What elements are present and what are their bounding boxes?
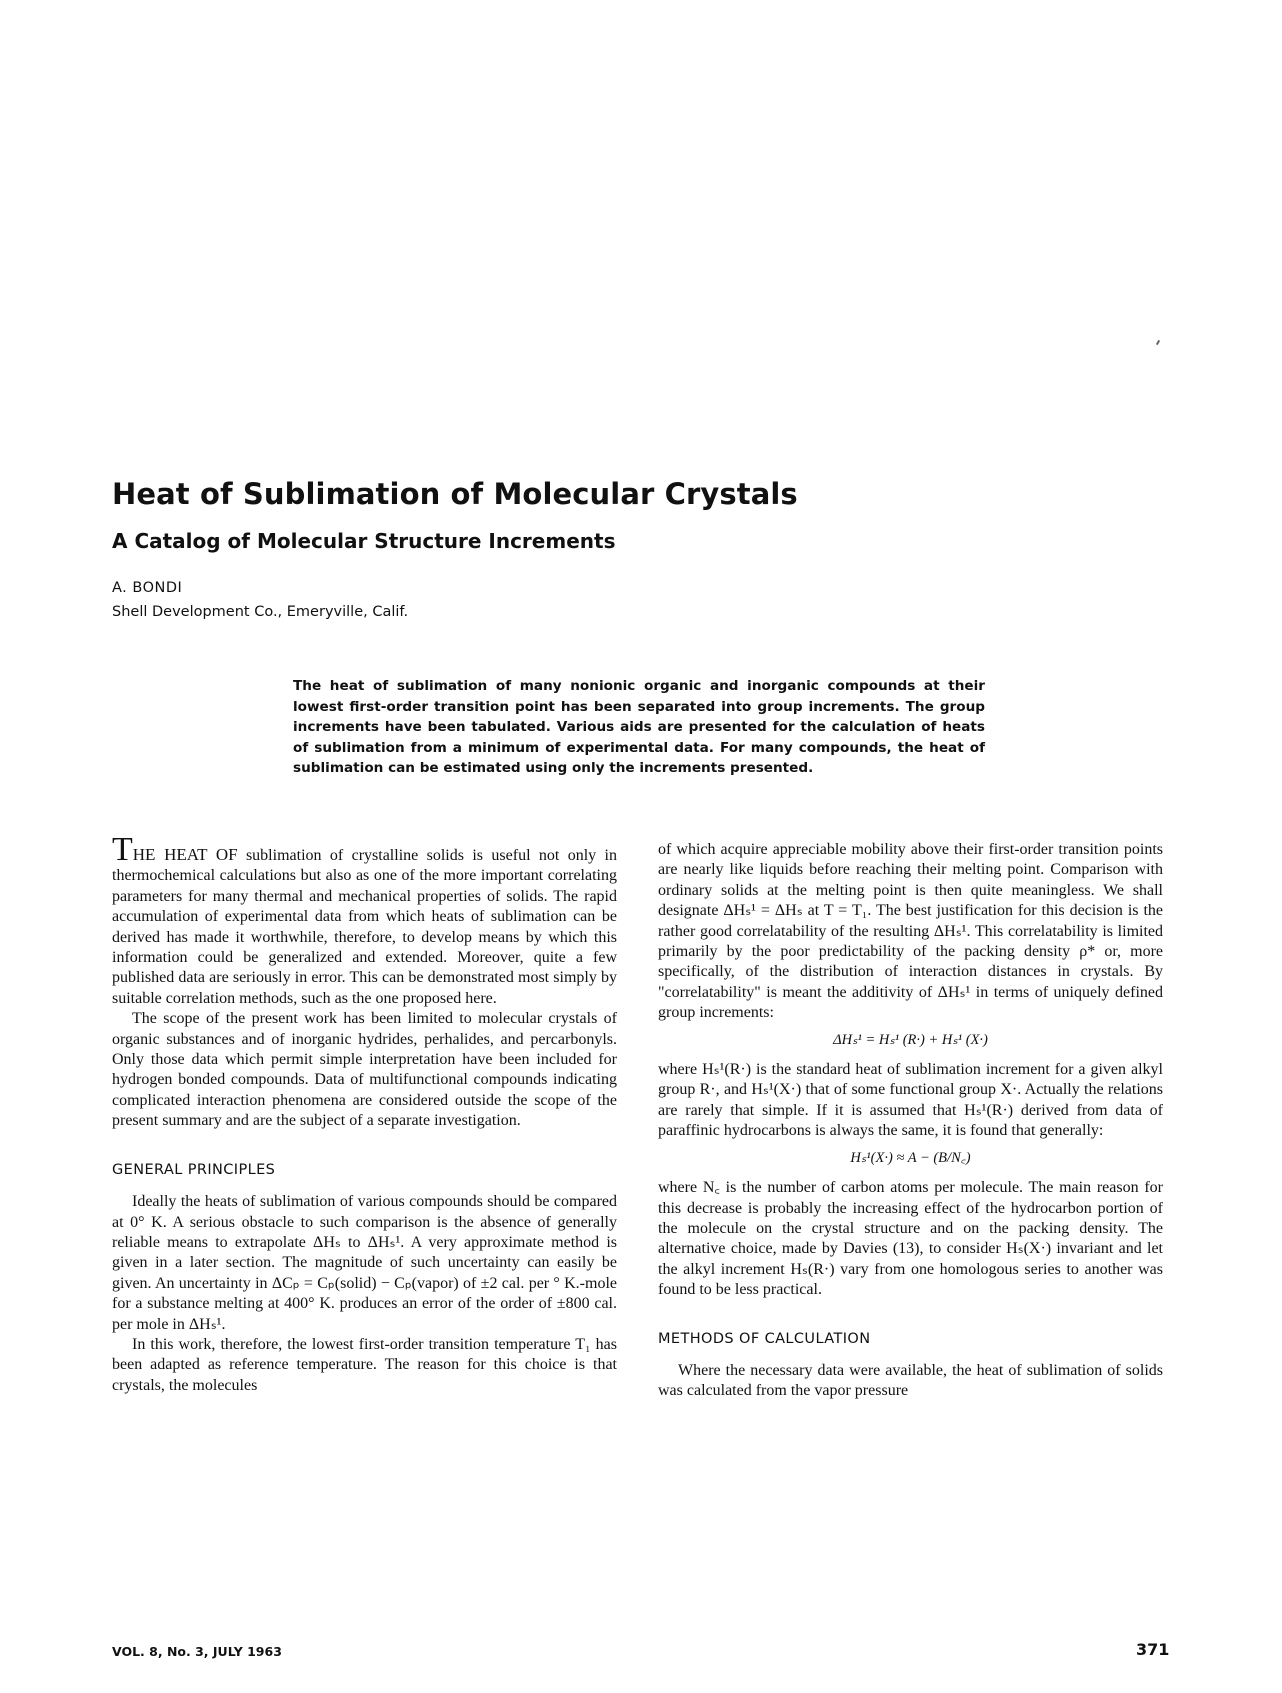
scope-paragraph: The scope of the present work has been limited to molecular crystals of organic substances and of inorganic hydrides, perhalides, and percarbonyls. Only those data which permit simple interpretation have been included for hydrogen bonded compounds. Data of multifunctional compounds indicating complicated interaction phenomena are considered outside the scope of the present summary and are the subject of a separate investigation. <box>112 1010 617 1130</box>
abstract: The heat of sublimation of many nonionic organic and inorganic compounds at their lowest first-order transition point has been separated into group increments. The group increments have been tabulated. Various aids are presented for the calculation of heats of sublimation from a minimum of experimental data. For many compounds, the heat of sublimation can be estimated using only the increments presented. <box>293 678 985 776</box>
carbon-paragraph: where N꜀ is the number of carbon atoms per molecule. The main reason for this decrease is probably the increasing effect of the hydrocarbon portion of the molecule on the crystal structure and on the packing density. The alternative choice, made by Davies (13), to consider Hₛ(X·) invariant and let the alkyl increment Hₛ(R·) vary from one homologous series to another was found to be less practical. <box>658 1179 1163 1299</box>
author-affiliation: Shell Development Co., Emeryville, Calif. <box>112 604 409 620</box>
journal-volume-footer: VOL. 8, No. 3, JULY 1963 <box>112 1644 282 1659</box>
section-heading-methods: METHODS OF CALCULATION <box>658 1330 871 1347</box>
paper-subtitle: A Catalog of Molecular Structure Increments <box>112 528 616 553</box>
section-heading-general-principles: GENERAL PRINCIPLES <box>112 1161 276 1178</box>
intro-text: sublimation of crystalline solids is useful not only in thermochemical calculations but also as one of the more important correlating parameters for many thermal and mechanical properties of solids. The rapid accumulation of experimental data from which heats of sublimation can be derived has made it worthwhile, therefore, to develop means by which this information could be generalized and extended. Moreover, quite a few published data are seriously in error. This can be demonstrated most simply by suitable correlation methods, such as the one proposed here. <box>112 847 617 1007</box>
principles-paragraph: Ideally the heats of sublimation of various compounds should be compared at 0° K. A serious obstacle to such comparison is the absence of generally reliable means to extrapolate ΔHₛ to ΔHₛ¹. A very approximate method is given in a later section. The magnitude of such uncertainty can easily be given. An uncertainty in ΔCₚ = Cₚ(solid) − Cₚ(vapor) of ±2 cal. per ° K.-mole for a substance melting at 400° K. produces an error of the order of ±800 cal. per mole in ΔHₛ¹. <box>112 1193 617 1333</box>
intro-paragraph <box>112 831 617 1009</box>
scan-speck <box>1156 340 1160 345</box>
equation-carbon-dependence: Hₛ¹(X·) ≈ A − (B/N꜀) <box>850 1149 971 1166</box>
lead-in: HE HEAT OF <box>132 845 238 864</box>
continuation-paragraph: of which acquire appreciable mobility above their first-order transition points are nearly like liquids before reaching their melting point. Comparison with ordinary solids at the melting point is then quite meaningless. We shall designate ΔHₛ¹ = ΔHₛ at T = T₁. The best justification for this decision is the rather good correlatability of the resulting ΔHₛ¹. This correlatability is limited primarily by the poor predictability of the packing density ρ* or, more specifically, of the distribution of interaction distances in crystals. By "correlatability" is meant the additivity of ΔHₛ¹ in terms of uniquely defined group increments: <box>658 841 1163 1022</box>
methods-paragraph: Where the necessary data were available, the heat of sublimation of solids was calculated from the vapor pressure <box>658 1361 1163 1400</box>
left-column <box>112 831 617 1396</box>
right-column <box>658 840 1163 1402</box>
paper-title: Heat of Sublimation of Molecular Crystals <box>112 477 798 512</box>
page-number: 371 <box>1136 1640 1170 1659</box>
author-name: A. BONDI <box>112 580 183 596</box>
drop-cap: T <box>112 831 133 868</box>
reference-temperature-paragraph: In this work, therefore, the lowest first-order transition temperature T₁ has been adapted as reference temperature. The reason for this choice is that crystals, the molecules <box>112 1335 617 1394</box>
equation-additivity: ΔHₛ¹ = Hₛ¹ (R·) + Hₛ¹ (X·) <box>833 1031 988 1048</box>
increment-paragraph: where Hₛ¹(R·) is the standard heat of sublimation increment for a given alkyl group R·, and Hₛ¹(X·) that of some functional group X·. Actually the relations are rarely that simple. If it is assumed that Hₛ¹(R·) derived from data of paraffinic hydrocarbons is always the same, it is found that generally: <box>658 1061 1163 1140</box>
